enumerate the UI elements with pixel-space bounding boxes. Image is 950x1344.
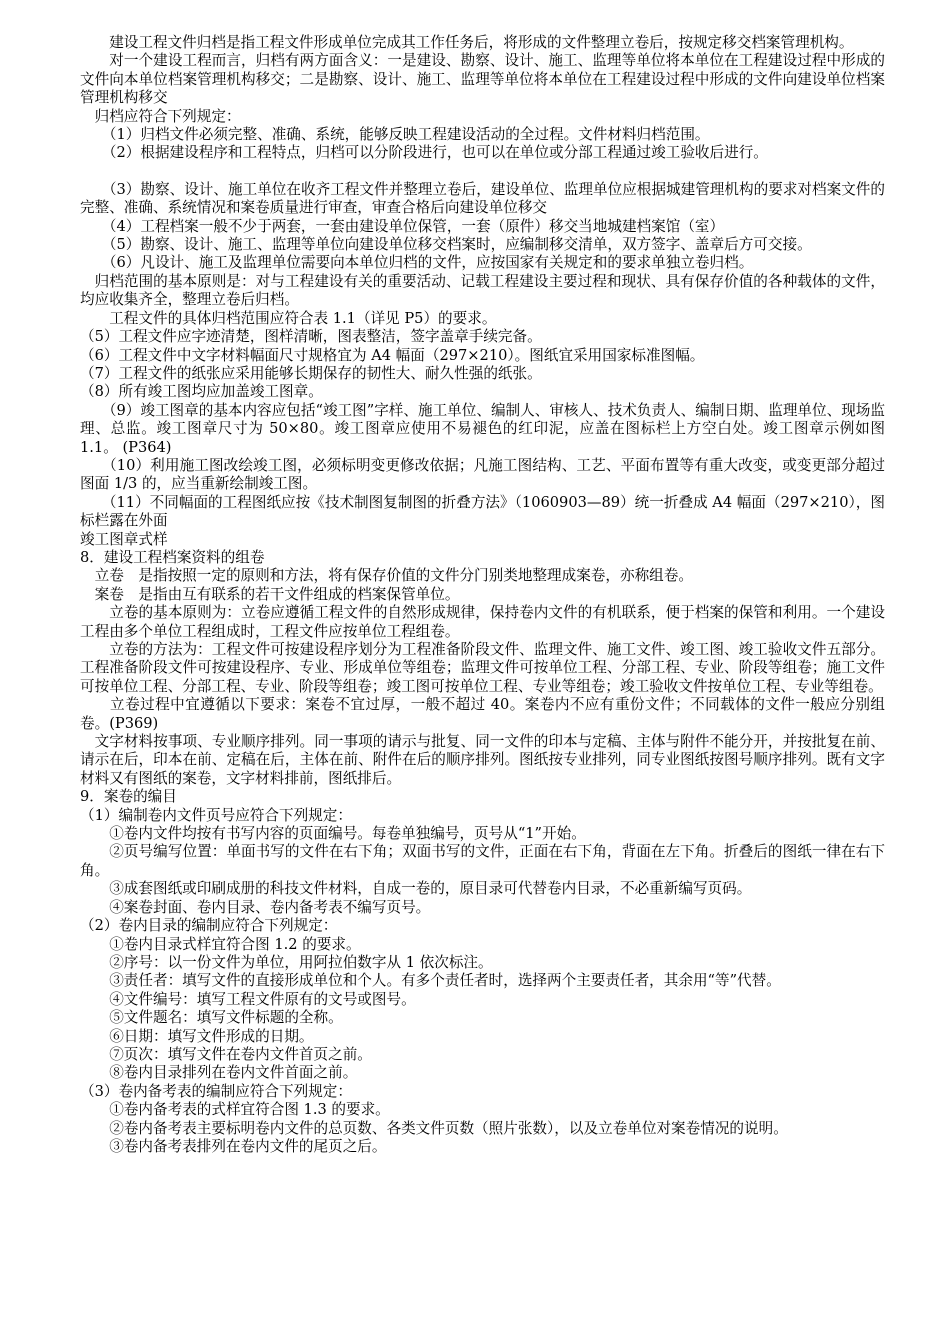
paragraph: （3）卷内备考表的编制应符合下列规定： bbox=[80, 1082, 352, 1100]
paragraph: ②序号：以一份文件为单位，用阿拉伯数字从 1 依次标注。 bbox=[80, 953, 493, 971]
paragraph: 立卷的基本原则为：立卷应遵循工程文件的自然形成规律，保持卷内文件的有机联系，便于档案的保管和利用。一个建设工程由多个单位工程组成时，工程文件应按单位工程组卷。 bbox=[80, 604, 885, 640]
paragraph: （3）勘察、设计、施工单位在收齐工程文件并整理立卷后，建设单位、监理单位应根据城建管理机构的要求对档案文件的完整、准确、系统情况和案卷质量进行审查，审查合格后向建设单位移交 bbox=[80, 180, 885, 217]
paragraph: 对一个建设工程而言，归档有两方面含义：一是建设、勘察、设计、施工、监理等单位将本单位在工程建设过程中形成的文件向本单位档案管理机构移交；二是勘察、设计、施工、监理等单位将本单位在工程建设过程中形成的文件向建设单位档案管理机构移交 bbox=[80, 52, 885, 107]
paragraph: （11）不同幅面的工程图纸应按《技术制图复制图的折叠方法》（1060903—89）统一折叠成 A4 幅面（297×210），图标栏露在外面 bbox=[80, 493, 885, 530]
paragraph: 案卷 是指由互有联系的若干文件组成的档案保管单位。 bbox=[80, 585, 460, 603]
paragraph: 竣工图章式样 bbox=[80, 530, 168, 548]
paragraph: 立卷过程中宜遵循以下要求：案卷不宜过厚，一般不超过 40。案卷内不应有重份文件；不同载体的文件一般应分别组卷。(P369) bbox=[80, 696, 885, 732]
paragraph: 归档范围的基本原则是：对与工程建设有关的重要活动、记载工程建设主要过程和现状、具有保存价值的各种载体的文件，均应收集齐全，整理立卷后归档。 bbox=[80, 272, 885, 309]
paragraph: （6）工程文件中文字材料幅面尺寸规格宜为 A4 幅面（297×210）。图纸宜采用国家标准图幅。 bbox=[80, 346, 705, 364]
paragraph: 9．案卷的编目 bbox=[80, 788, 177, 806]
paragraph bbox=[80, 163, 885, 181]
paragraph: ⑧卷内目录排列在卷内文件首面之前。 bbox=[80, 1064, 358, 1082]
paragraph: 建设工程文件归档是指工程文件形成单位完成其工作任务后，将形成的文件整理立卷后，按规定移交档案管理机构。 bbox=[80, 34, 854, 51]
paragraph: ②卷内备考表主要标明卷内文件的总页数、各类文件页数（照片张数），以及立卷单位对案卷情况的说明。 bbox=[80, 1119, 788, 1137]
paragraph: ④案卷封面、卷内目录、卷内备考表不编写页号。 bbox=[80, 898, 431, 916]
paragraph: ②页号编写位置：单面书写的文件在右下角；双面书写的文件，正面在右下角，背面在左下角。折叠后的图纸一律在右下角。 bbox=[80, 843, 885, 879]
paragraph: （10）利用施工图改绘竣工图，必须标明变更修改依据；凡施工图结构、工艺、平面布置等有重大改变，或变更部分超过图面 1/3 的，应当重新绘制竣工图。 bbox=[80, 456, 885, 493]
paragraph: （9）竣工图章的基本内容应包括“竣工图”字样、施工单位、编制人、审核人、技术负责人、编制日期、监理单位、现场监理、总监。竣工图章尺寸为 50×80。竣工图章应使用不易褪色的红印泥，应盖在图标栏上方空白处。竣工图章示例如图 1.1。 (P364) bbox=[80, 401, 885, 456]
paragraph: ⑥日期：填写文件形成的日期。 bbox=[80, 1027, 314, 1045]
paragraph: ③成套图纸或印刷成册的科技文件材料，自成一卷的，原目录可代替卷内目录，不必重新编写页码。 bbox=[80, 880, 752, 898]
paragraph: 工程文件的具体归档范围应符合表 1.1（详见 P5）的要求。 bbox=[80, 309, 497, 327]
paragraph: （1）编制卷内文件页号应符合下列规定： bbox=[80, 806, 352, 824]
paragraph: （4）工程档案一般不少于两套，一套由建设单位保管，一套（原件）移交当地城建档案馆（室） bbox=[80, 217, 725, 235]
paragraph: （5）勘察、设计、施工、监理等单位向建设单位移交档案时，应编制移交清单，双方签字、盖章后方可交接。 bbox=[80, 236, 812, 254]
paragraph: （5）工程文件应字迹清楚，图样清晰，图表整洁，签字盖章手续完备。 bbox=[80, 328, 542, 346]
paragraph: ①卷内备考表的式样宜符合图 1.3 的要求。 bbox=[80, 1101, 390, 1119]
paragraph: （1）归档文件必须完整、准确、系统，能够反映工程建设活动的全过程。文件材料归档范围。 bbox=[80, 126, 710, 144]
paragraph: （2）根据建设程序和工程特点，归档可以分阶段进行，也可以在单位或分部工程通过竣工验收后进行。 bbox=[80, 144, 768, 162]
paragraph: 文字材料按事项、专业顺序排列。同一事项的请示与批复、同一文件的印本与定稿、主体与附件不能分开，并按批复在前、请示在后，印本在前、定稿在后，主体在前、附件在后的顺序排列。图纸按专业排列，同专业图纸按图号顺序排列。既有文字材料又有图纸的案卷，文字材料排前，图纸排后。 bbox=[80, 733, 885, 787]
paragraph: （7）工程文件的纸张应采用能够长期保存的韧性大、耐久性强的纸张。 bbox=[80, 364, 542, 382]
paragraph: ⑦页次：填写文件在卷内文件首页之前。 bbox=[80, 1045, 372, 1063]
paragraph: ③责任者：填写文件的直接形成单位和个人。有多个责任者时，选择两个主要责任者，其余用“等”代替。 bbox=[80, 972, 781, 990]
paragraph: ⑤文件题名：填写文件标题的全称。 bbox=[80, 1009, 343, 1027]
paragraph: （8）所有竣工图均应加盖竣工图章。 bbox=[80, 383, 323, 401]
document-body bbox=[80, 34, 885, 1156]
paragraph: （2）卷内目录的编制应符合下列规定： bbox=[80, 917, 338, 935]
paragraph: ①卷内文件均按有书写内容的页面编号。每卷单独编号，页号从“1”开始。 bbox=[80, 825, 586, 843]
paragraph: 归档应符合下列规定： bbox=[80, 107, 241, 125]
paragraph: ③卷内备考表排列在卷内文件的尾页之后。 bbox=[80, 1137, 387, 1155]
paragraph: 8．建设工程档案资料的组卷 bbox=[80, 548, 265, 566]
paragraph: 立卷 是指按照一定的原则和方法，将有保存价值的文件分门别类地整理成案卷，亦称组卷。 bbox=[80, 567, 693, 585]
paragraph: 立卷的方法为：工程文件可按建设程序划分为工程准备阶段文件、监理文件、施工文件、竣工图、竣工验收文件五部分。工程准备阶段文件可按建设程序、专业、形成单位等组卷；监理文件可按单位工程、分部工程、专业、阶段等组卷；施工文件可按单位工程、分部工程、专业、阶段等组卷；竣工图可按单位工程、专业等组卷；竣工验收文件按单位工程、专业等组卷。 bbox=[80, 641, 885, 695]
paragraph: （6）凡设计、施工及监理单位需要向本单位归档的文件，应按国家有关规定和的要求单独立卷归档。 bbox=[80, 254, 754, 272]
paragraph: ④文件编号：填写工程文件原有的文号或图号。 bbox=[80, 990, 416, 1008]
paragraph: ①卷内目录式样宜符合图 1.2 的要求。 bbox=[80, 935, 361, 953]
